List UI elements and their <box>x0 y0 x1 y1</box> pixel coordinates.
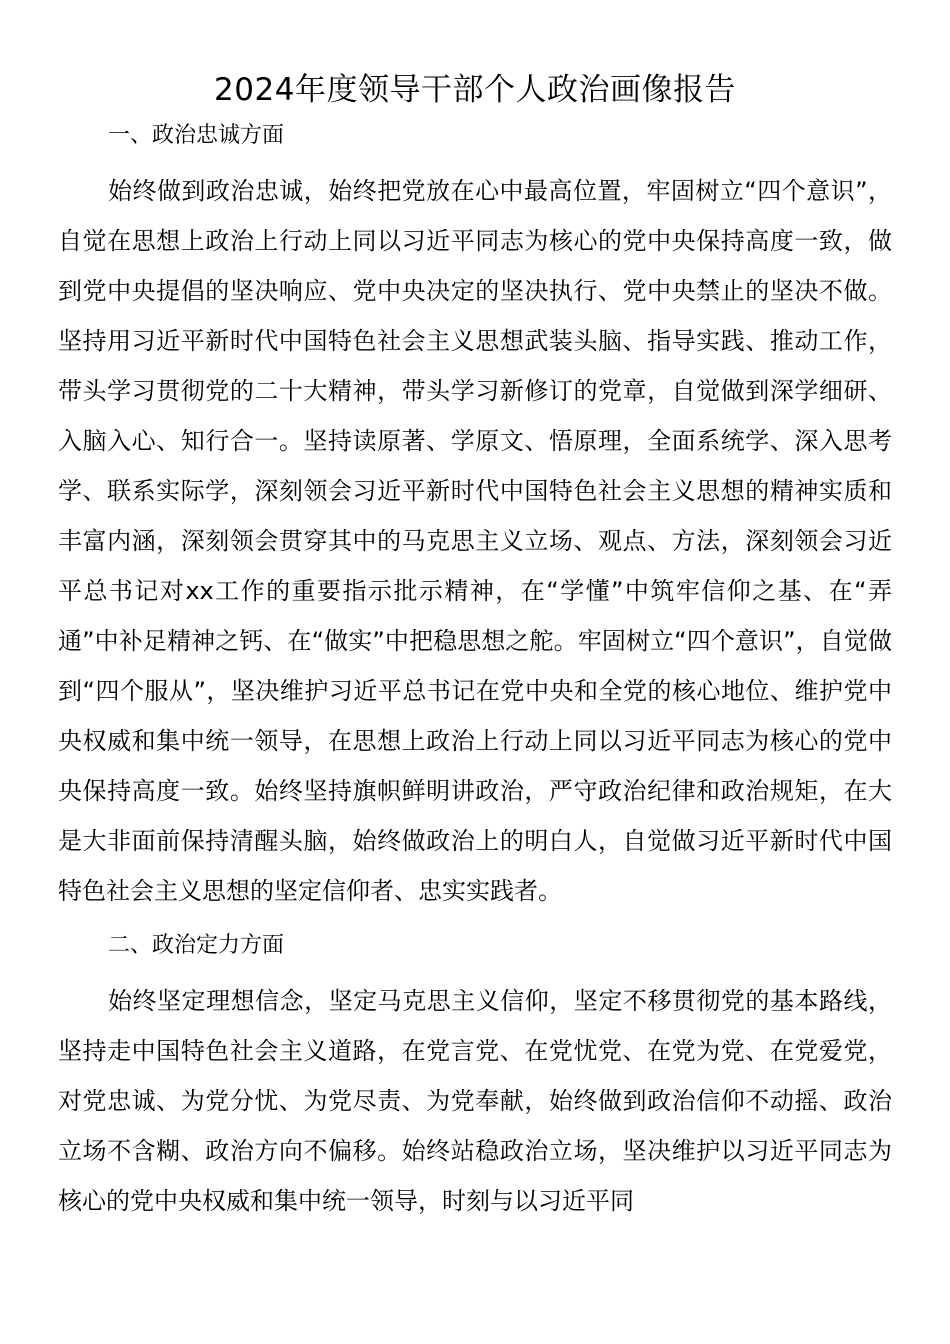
document-page <box>58 62 892 1226</box>
section-heading: 二、政治定力方面 <box>108 933 285 958</box>
section-body: 始终做到政治忠诚，始终把党放在心中最高位置，牢固树立“四个意识”，自觉在思想上政治上行动上同以习近平同志为核心的党中央保持高度一致，做到党中央提倡的坚决响应、党中央决定的坚决执行、党中央禁止的坚决不做。坚持用习近平新时代中国特色社会主义思想武装头脑、指导实践、推动工作，带头学习贯彻党的二十大精神，带头学习新修订的党章，自觉做到深学细研、入脑入心、知行合一。坚持读原著、学原文、悟原理，全面系统学、深入思考学、联系实际学，深刻领会习近平新时代中国特色社会主义思想的精神实质和丰富内涵，深刻领会贯穿其中的马克思主义立场、观点、方法，深刻领会习近平总书记对xx工作的重要指示批示精神，在“学懂”中筑牢信仰之基、在“弄通”中补足精神之钙、在“做实”中把稳思想之舵。牢固树立“四个意识”，自觉做到“四个服从”，坚决维护习近平总书记在党中央和全党的核心地位、维护党中央权威和集中统一领导，在思想上政治上行动上同以习近平同志为核心的党中央保持高度一致。始终坚持旗帜鲜明讲政治，严守政治纪律和政治规矩，在大是大非面前保持清醒头脑，始终做政治上的明白人，自觉做习近平新时代中国特色社会主义思想的坚定信仰者、忠实实践者。 <box>58 177 892 905</box>
section-body: 始终坚定理想信念，坚定马克思主义信仰，坚定不移贯彻党的基本路线，坚持走中国特色社会主义道路，在党言党、在党忧党、在党为党、在党爱党，对党忠诚、为党分忧、为党尽责、为党奉献，始终做到政治信仰不动摇、政治立场不含糊、政治方向不偏移。始终站稳政治立场，坚决维护以习近平同志为核心的党中央权威和集中统一领导，时刻与以习近平同 <box>58 987 892 1215</box>
section-political-loyalty <box>58 118 892 916</box>
section-political-steadfastness <box>58 928 892 1226</box>
section-heading: 一、政治忠诚方面 <box>108 123 285 148</box>
document-title: 2024年度领导干部个人政治画像报告 <box>214 72 736 108</box>
